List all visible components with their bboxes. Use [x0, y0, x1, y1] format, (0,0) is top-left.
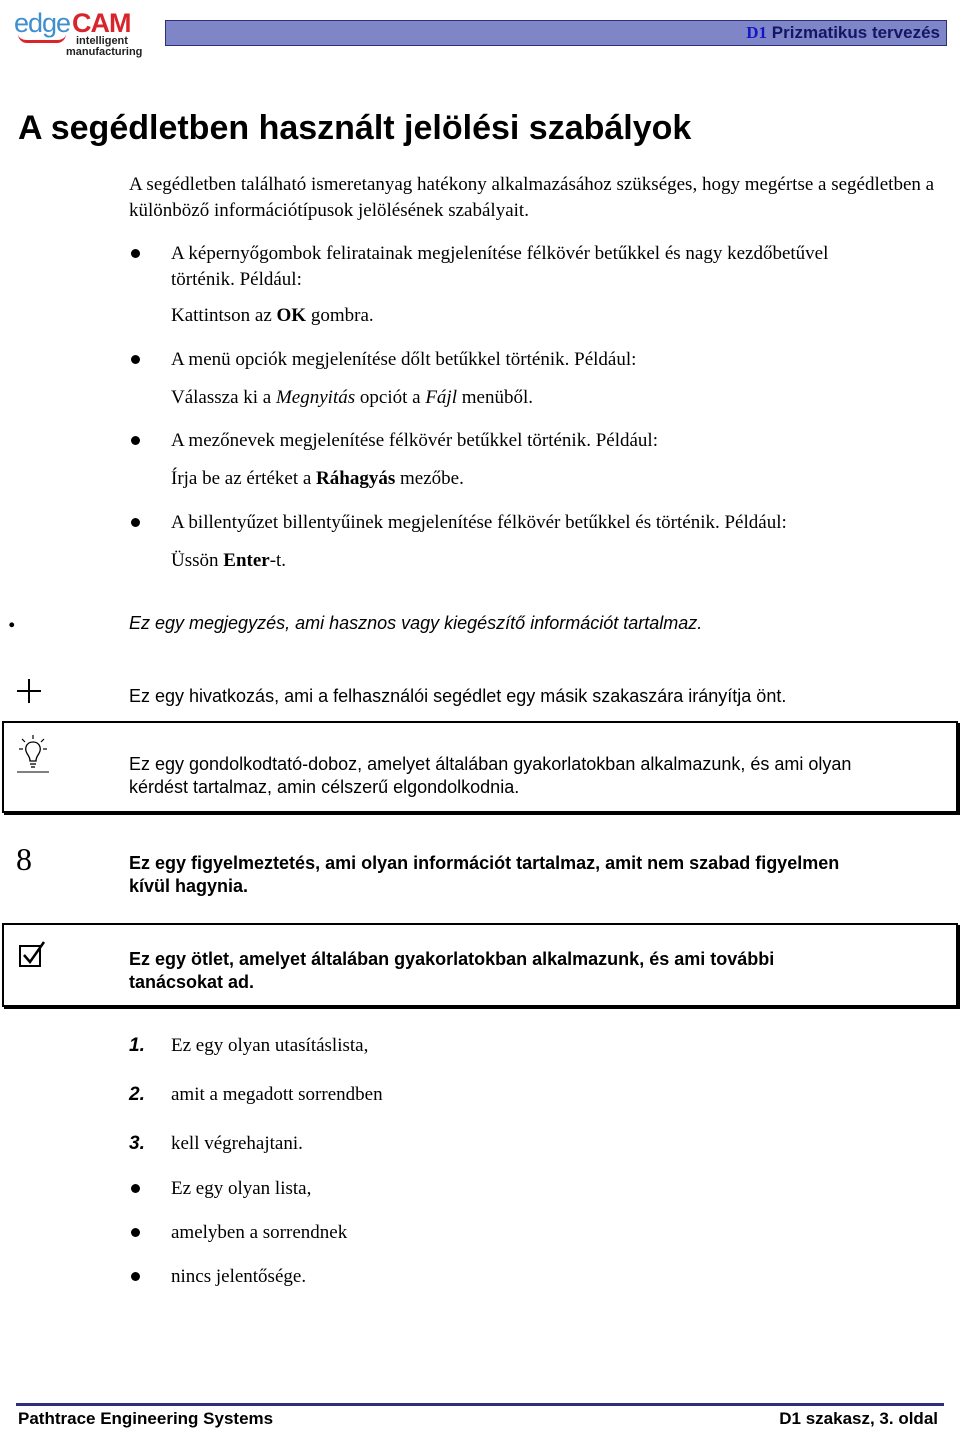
logo-cam-text: CAM: [72, 8, 131, 38]
rule-1-line-1: A képernyőgombok feliratainak megjelenítése félkövér betűkkel és nagy kezdőbetűvel: [171, 243, 829, 264]
example-text: mezőbe.: [395, 468, 464, 489]
list-number: 3.: [129, 1133, 145, 1154]
list-number: 1.: [129, 1035, 145, 1056]
lightbulb-icon: [16, 734, 50, 774]
warning-icon: 8: [16, 841, 32, 877]
example-text: menüből.: [457, 387, 533, 408]
bullet-icon: [131, 355, 140, 364]
rule-3-example: [171, 466, 464, 492]
cross-reference-icon: [16, 678, 42, 704]
rule-2-example: [171, 385, 533, 411]
bullet-icon: [131, 518, 140, 527]
footer-page-number: D1 szakasz, 3. oldal: [779, 1409, 938, 1428]
chapter-code: D1: [746, 23, 768, 42]
reference-text: Ez egy hivatkozás, ami a felhasználói segédlet egy másik szakaszára irányítja önt.: [129, 686, 787, 706]
bullet-icon: [131, 1228, 140, 1237]
rule-1-line-2: történik. Például:: [171, 269, 302, 290]
tip-line-1: Ez egy ötlet, amelyet általában gyakorlatokban alkalmazunk, és ami további: [129, 949, 775, 969]
logo-tagline-1: intelligent: [76, 35, 128, 47]
example-text: gombra.: [306, 305, 374, 326]
bullet-icon: [131, 436, 140, 445]
numbered-list-item: amit a megadott sorrendben: [171, 1084, 383, 1105]
warning-line-1: Ez egy figyelmeztetés, ami olyan információt tartalmaz, amit nem szabad figyelmen: [129, 853, 840, 873]
rule-4-text: A billentyűzet billentyűinek megjelenítése félkövér betűkkel és történik. Például:: [171, 512, 787, 533]
rule-4-example: [171, 548, 286, 574]
bullet-list-item: amelyben a sorrendnek: [171, 1222, 348, 1243]
logo-swoosh: [18, 34, 66, 43]
rule-2-text: A menü opciók megjelenítése dőlt betűkkel történik. Például:: [171, 349, 637, 370]
chapter-name: Prizmatikus tervezés: [771, 23, 940, 42]
example-menu-name: Fájl: [425, 387, 457, 408]
note-icon: .: [8, 601, 16, 634]
example-button-name: OK: [276, 305, 307, 326]
intro-paragraph: A segédletben található ismeretanyag hatékony alkalmazásához szükséges, hogy megértse a segédletben a különböző információtípusok jelölésének szabályait.: [129, 174, 935, 221]
numbered-list-item: Ez egy olyan utasításlista,: [171, 1035, 369, 1056]
example-text: Válassza ki a: [171, 387, 276, 408]
bullet-icon: [131, 1184, 140, 1193]
thinking-box-line-2: kérdést tartalmaz, amin célszerű elgondolkodnia.: [129, 777, 520, 797]
page-title: A segédletben használt jelölési szabályok: [18, 109, 692, 147]
logo-tagline-2: manufacturing: [66, 46, 143, 58]
thinking-box-line-1: Ez egy gondolkodtató-doboz, amelyet általában gyakorlatokban alkalmazunk, és ami olyan: [129, 754, 852, 774]
example-text: -t.: [269, 550, 287, 571]
warning-line-2: kívül hagynia.: [129, 876, 249, 896]
example-key-name: Enter: [223, 550, 270, 571]
bullet-list-item: Ez egy olyan lista,: [171, 1178, 312, 1199]
footer-divider: [16, 1403, 944, 1406]
rule-1-example: [171, 303, 374, 329]
footer-company: Pathtrace Engineering Systems: [18, 1409, 274, 1428]
bullet-icon: [131, 249, 140, 258]
example-text: Írja be az értéket a: [171, 468, 317, 489]
example-text: Kattintson az: [171, 305, 277, 326]
header-chapter-title: [746, 21, 940, 45]
bullet-icon: [131, 1272, 140, 1281]
example-field-name: Ráhagyás: [316, 468, 396, 489]
example-text: opciót a: [355, 387, 426, 408]
tip-line-2: tanácsokat ad.: [129, 972, 255, 992]
note-text: Ez egy megjegyzés, ami hasznos vagy kiegészítő információt tartalmaz.: [129, 613, 703, 633]
numbered-list-item: kell végrehajtani.: [171, 1133, 303, 1154]
logo-edge-text: edge: [14, 8, 71, 38]
bullet-list-item: nincs jelentősége.: [171, 1266, 307, 1287]
rule-3-text: A mezőnevek megjelenítése félkövér betűkkel történik. Például:: [171, 430, 658, 451]
example-menu-option: Megnyitás: [275, 387, 356, 408]
edgecam-logo: [14, 8, 143, 58]
example-text: Üssön: [171, 550, 224, 571]
list-number: 2.: [129, 1084, 145, 1105]
checkbox-tick-icon: [18, 940, 46, 968]
